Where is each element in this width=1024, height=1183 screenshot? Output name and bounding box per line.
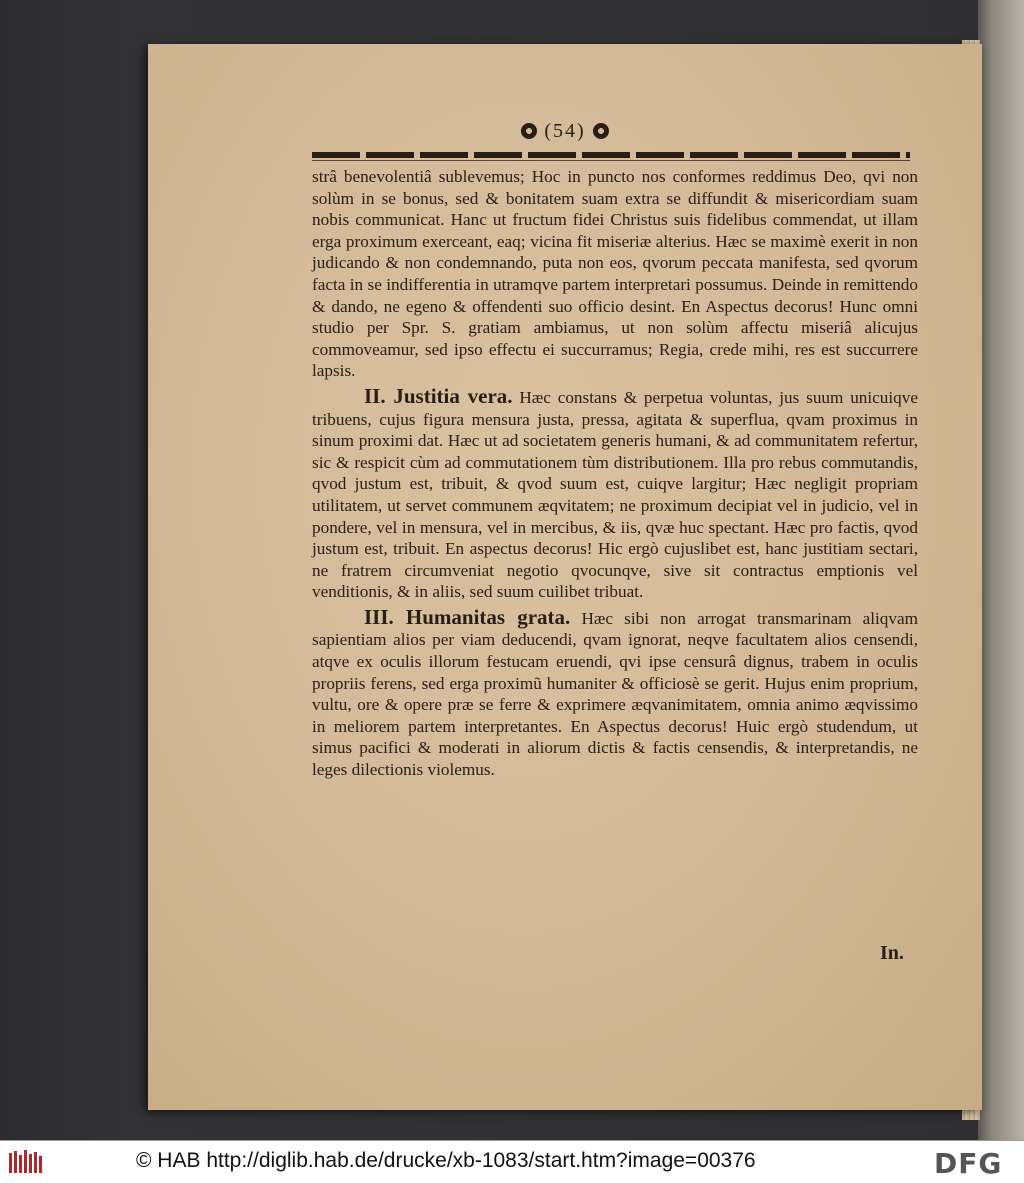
section-2 [312, 383, 918, 603]
page-header [148, 120, 982, 143]
copyright-url[interactable]: © HAB http://diglib.hab.de/drucke/xb-1083/start.htm?image=00376 [136, 1149, 756, 1172]
section-text: Hæc constans & perpetua voluntas, jus suum unicuiqve tribuens, cujus figura mensura justa, pressa, agitata & superflua, qvam proximus in sinum proximi dat. Hæc ut ad societatem generis humani, & ad communitatem refertur, sic & respicit cùm ad commutationem tùm distributionem. Illa pro rebus commutandis, qvod justum est, tribuit, & qvod suum est, cuiqve largitur; Hæc negligit propriam utilitatem, ut servet communem æqvitatem; ne proximum decipiat vel in judicio, vel in pondere, vel in mensura, vel in mercibus, & iis, qvæ huc spectant. Hæc pro factis, qvod justum est, tribuit. En aspectus decorus! Hic ergò cujuslibet est, hanc justitiam sectari, ne fratrem circumveniat negotio qvocunqve, sive sit contractus emptionis vel venditionis, & in aliis, sed suum cuilibet tribuat. [312, 387, 918, 602]
dfg-logo: DFG [934, 1147, 1003, 1180]
page-number: (54) [544, 120, 586, 142]
header-rule-thin [312, 160, 910, 161]
viewer-side-strip [978, 0, 1024, 1140]
section-heading: III. Humanitas grata. [364, 604, 571, 629]
footer-bar [0, 1140, 1024, 1183]
hab-logo-icon [8, 1149, 46, 1175]
section-3 [312, 604, 918, 781]
section-text: Hæc sibi non arrogat transmarinam aliqvam sapientiam alios per viam deducendi, qvam ignorat, neqve facultatem alios censendi, atqve ex oculis illorum festucam eruendi, qvi ipse censurâ dignus, trabem in oculis propriis ferens, sed erga proximũ humaniter & officiosè se gerit. Hujus enim proprium, vultu, ore & opere præ se ferre & exprimere æqvanimitatem, omnia animo æqvissimo in meliorem partem interpretantes. En Aspectus decorus! Huic ergò studendum, ut simus pacifici & moderati in aliorum dictis & factis censendis, & interpretandis, ne leges dilectionis violemus. [312, 608, 918, 780]
header-rule [312, 152, 910, 158]
paragraph-1: strâ benevolentiâ sublevemus; Hoc in puncto nos conformes reddimus Deo, qvi non solùm in se bonus, sed & bonitatem suam extra se diffundit & misericordiam suam nobis communicat. Hanc ut fructum fidei Christus suis fidelibus commendat, ut illam erga proximum exerceant, eaq; vicina fit miseriæ alterius. Hæc se maximè exerit in non judicando & non condemnando, puta non eos, qvorum peccata manifesta, sed qvorum facta in se indifferentia in utramqve partem interpretari possumus. Deinde in remittendo & dando, ne egeno & offendenti suo officio desint. En Aspectus decorus! Hunc omni studio per Spr. S. gratiam ambiamus, ut non solùm affectu miseriâ alicujus commoveamur, sed ipso effectu ei succurramus; Regia, crede mihi, res est succurrere lapsis. [312, 167, 918, 381]
section-heading: II. Justitia vera. [364, 383, 513, 408]
ornament-right-icon [593, 123, 609, 139]
page-text [312, 166, 918, 781]
catchword: In. [880, 942, 904, 964]
ornament-left-icon [521, 123, 537, 139]
